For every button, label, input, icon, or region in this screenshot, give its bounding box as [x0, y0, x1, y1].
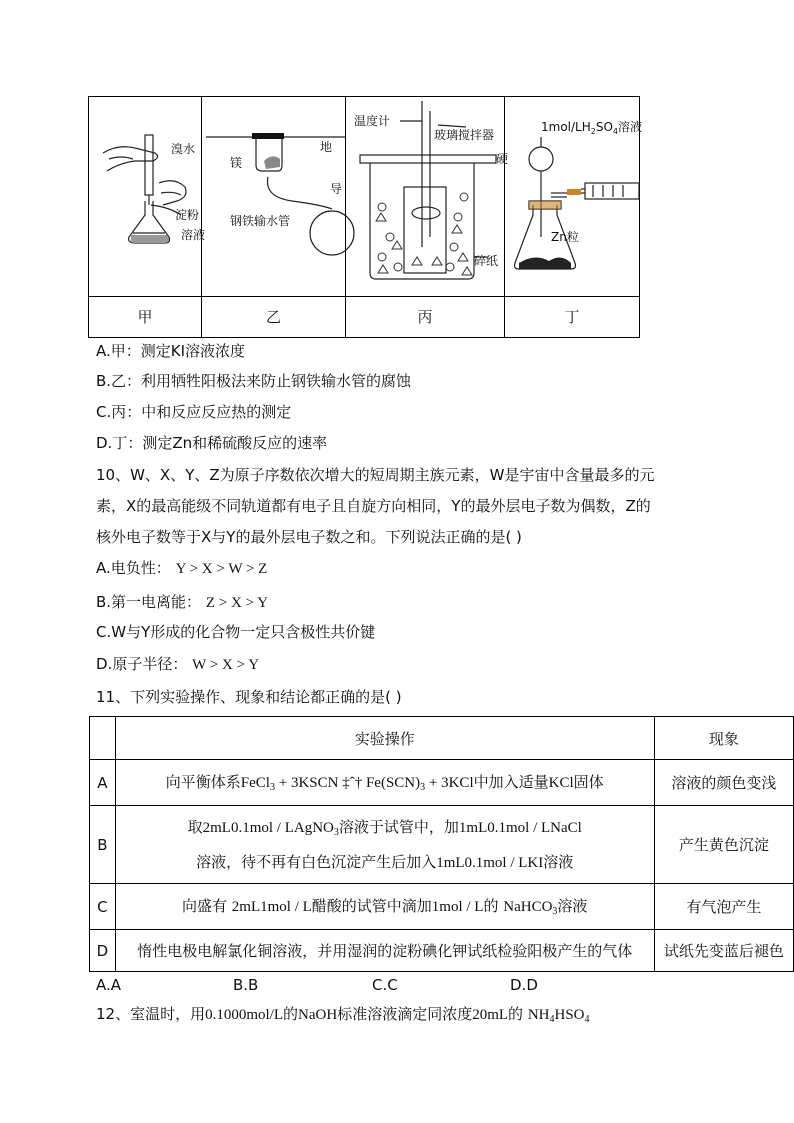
row-operation: 向平衡体系FeCl$_3$ + 3KSCN ‡ˆ† $Fe(SCN)_3 + 3KCl$中加入适量KCl固体: [115, 760, 654, 806]
header-blank: [90, 717, 116, 760]
q9-option-b: B.乙：利用牺牲阳极法来防止钢铁输水管的腐蚀: [96, 372, 412, 390]
ding-label-acid: $1mol/LH_2SO_4$溶液: [541, 120, 643, 136]
q10-option-b: B.第一电离能： Z > X > Y: [96, 593, 269, 611]
row-letter: A: [90, 760, 116, 806]
bing-label-stirrer: 玻璃搅拌器: [434, 128, 495, 142]
table-row: [90, 806, 794, 884]
row-letter: C: [90, 884, 116, 930]
figure-bing: [346, 97, 509, 296]
yi-label-magnesium: 镁: [230, 156, 243, 170]
q10-option-a: A.电负性： Y > X > W > Z: [96, 559, 268, 577]
caption-ding: 丁: [564, 308, 580, 326]
q10-option-c: C.W与Y形成的化合物一定只含极性共价键: [96, 623, 376, 641]
bing-label-board: 硬: [496, 152, 509, 166]
row-letter: B: [90, 806, 116, 884]
row-operation: 惰性电极电解氯化铜溶液，并用湿润的淀粉碘化钾试纸检验阳极产生的气体: [115, 930, 654, 972]
jia-label-starch: 淀粉: [175, 208, 200, 222]
q10-stem-line-3: 核外电子数等于X与Y的最外层电子数之和。下列说法正确的是( ): [96, 528, 522, 546]
figure-yi: [202, 97, 345, 296]
q11-answer-d: D.D: [510, 976, 538, 994]
bing-label-thermometer: 温度计: [354, 114, 391, 128]
figure-ding: [505, 97, 643, 296]
header-operation: 实验操作: [115, 717, 654, 760]
q9-option-a: A.甲：测定KI溶液浓度: [96, 342, 246, 360]
yi-label-ground: 地: [320, 140, 333, 154]
q10-stem-line-1: 10、W、X、Y、Z为原子序数依次增大的短周期主族元素，W是宇宙中含量最多的元: [96, 466, 655, 484]
row-phenomenon: 有气泡产生: [654, 884, 793, 930]
jia-label-solution: 溶液: [181, 228, 206, 242]
q12-stem: 12、室温时，用0.1000mol/L的NaOH标准溶液滴定同浓度20mL的 $NH_4HSO_4$: [96, 1005, 590, 1025]
header-phenomenon: 现象: [654, 717, 793, 760]
q11-stem: 11、下列实验操作、现象和结论都正确的是( ): [96, 688, 402, 706]
figure-table: [88, 96, 643, 338]
q11-answer-b: B.B: [233, 976, 259, 994]
q9-option-c: C.丙：中和反应反应热的测定: [96, 403, 292, 421]
caption-bing: 丙: [417, 308, 433, 326]
row-phenomenon: 试纸先变蓝后褪色: [654, 930, 793, 972]
yi-label-pipe: 钢铁输水管: [230, 214, 291, 228]
q10-option-d: D.原子半径： W > X > Y: [96, 655, 260, 673]
yi-label-wire: 导: [330, 182, 343, 196]
row-phenomenon: 产生黄色沉淀: [654, 806, 793, 884]
row-operation: 向盛有 2mL1mol / L醋酸的试管中滴加1mol / L的 NaHCO$_3$溶液: [115, 884, 654, 930]
row-letter: D: [90, 930, 116, 972]
jia-label-bromine: 溴水: [171, 142, 196, 156]
q10-stem-line-2: 素，X的最高能级不同轨道都有电子且自旋方向相同，Y的最外层电子数为偶数，Z的: [96, 497, 651, 515]
experiment-table: [89, 716, 794, 972]
figure-jia: [89, 97, 206, 296]
row-operation: 取2mL0.1mol / LAgNO$_3$溶液于试管中，加1mL0.1mol / LNaCl 溶液，待不再有白色沉淀产生后加入1mL0.1mol / LKI溶液: [115, 806, 654, 884]
ding-label-zinc: Zn粒: [551, 230, 579, 244]
q11-answer-a: A.A: [96, 976, 122, 994]
table-row: [90, 884, 794, 930]
row-phenomenon: 溶液的颜色变浅: [654, 760, 793, 806]
caption-yi: 乙: [265, 308, 281, 326]
bing-label-paper: 碎纸: [474, 254, 499, 268]
q11-answer-c: C.C: [372, 976, 398, 994]
caption-jia: 甲: [137, 308, 153, 326]
table-row: [90, 930, 794, 972]
table-header-row: [90, 717, 794, 760]
q9-option-d: D.丁：测定Zn和稀硫酸反应的速率: [96, 434, 328, 452]
table-row: [90, 760, 794, 806]
